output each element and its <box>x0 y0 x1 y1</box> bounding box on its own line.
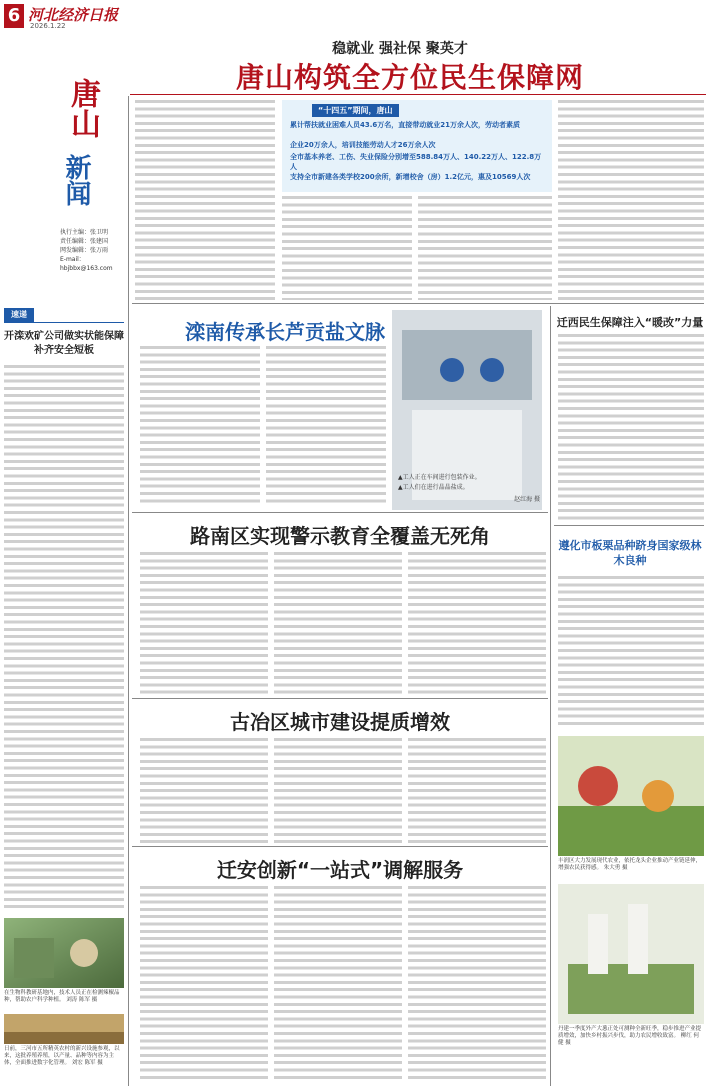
page-number-badge: 6 <box>4 4 24 28</box>
photo-p2-caption: 日前，三河市五所精英农村的新兴设施参观，以来，这批养殖养殖，以产量、品种等内容为主体，全面推进数字化管理。 刘宏 陈军 摄 <box>4 1046 120 1066</box>
quick-news-body <box>4 365 124 910</box>
photo-p1 <box>4 918 124 988</box>
story-s3-title: 古冶区城市建设提质增效 <box>230 710 450 734</box>
masthead <box>0 0 708 30</box>
story-s1-body <box>140 346 260 504</box>
banner-kicker: 稳就业 强社保 聚英才 <box>332 41 468 57</box>
photo-p2 <box>4 1014 124 1044</box>
photo-p3 <box>558 736 704 856</box>
photo-p4 <box>558 884 704 1024</box>
story-s1-title: 滦南传承长芦贡盐文脉 <box>185 320 385 344</box>
lead-story-col2 <box>282 196 412 300</box>
photo-p1-image <box>4 918 124 988</box>
editor-line: 执行主编：张卫明 <box>60 229 109 236</box>
story-s5-body <box>558 334 704 520</box>
section-label: 新闻 <box>61 154 91 206</box>
editor-line: 网发编辑：张万雨 <box>60 247 109 254</box>
section-label-box <box>2 58 122 308</box>
banner-title: 唐山构筑全方位民生保障网 <box>235 61 584 94</box>
story-s4-body3 <box>408 886 546 1082</box>
story-s6-body <box>558 576 704 728</box>
story-s2-body2 <box>274 552 402 696</box>
lead-story-col4 <box>558 100 704 300</box>
story-s3-body2 <box>274 738 402 844</box>
story-s4-title: 迁安创新“一站式”调解服务 <box>216 858 464 882</box>
stats-line: 全市基本养老、工伤、失业保险分别增至588.84万人、140.22万人、122.8万人 <box>290 153 542 171</box>
editor-line: E-mail：hbjbbx@163.com <box>60 256 113 272</box>
story-s2-body1 <box>140 552 268 696</box>
editor-box <box>60 228 124 273</box>
story-s3-body3 <box>408 738 546 844</box>
story-s6-title: 遵化市板栗品种跻身国家级林木良种 <box>558 539 702 567</box>
photo-p4-caption: 丹建一季度外产大葱正处可测种全新旺季，稳步推进产业提质增效，加快乡村振兴步伐，助力农民增收致富。 柳红 何健 摄 <box>558 1026 702 1046</box>
section-city: 唐山 <box>65 78 100 138</box>
issue-date: 2026.1.22 <box>30 22 66 30</box>
quick-news-title: 开滦欢矿公司做实状能保障 补齐安全短板 <box>4 331 124 356</box>
stats-subtitle: “十四五”期间，唐山 <box>312 104 399 117</box>
story-s1-body2 <box>266 346 386 504</box>
stats-line: 支持全市新建各类学校200余所，新增校舍（房）1.2亿元，惠及10569人次 <box>290 173 531 181</box>
story-s3-body1 <box>140 738 268 844</box>
photo-p3-caption: 丰润区大力发展现代农业，依托龙头企业推动产业链延伸，增强农民获得感。 朱大勇 摄 <box>558 858 702 871</box>
editor-line: 责任编辑：张建国 <box>60 238 109 245</box>
lead-story-col3 <box>418 196 552 300</box>
story-s1-byline: 赵红海 摄 <box>514 496 540 503</box>
stats-line: 累计帮扶就业困难人员43.6万名，直接带动就业21万余人次，劳动者素质 <box>290 121 521 129</box>
story-s1-caption: ▲工人正在车间进行包装作业。 <box>398 474 481 481</box>
story-s4-body2 <box>274 886 402 1082</box>
story-s5-title: 迁西民生保障注入“暖改”力量 <box>556 316 704 329</box>
photo-p4-image <box>558 884 704 1024</box>
photo-p3-image <box>558 736 704 856</box>
lead-story-col1 <box>135 100 275 300</box>
story-s2-title: 路南区实现警示教育全覆盖无死角 <box>190 524 490 548</box>
stats-line: 企业20万余人，培训技能劳动人才26万余人次 <box>290 141 436 149</box>
quick-news-label: 速递 <box>4 308 34 322</box>
story-s2-body3 <box>408 552 546 696</box>
story-s1-caption2: ▲工人们在进行晶晶盐成。 <box>398 484 469 491</box>
photo-p2-image <box>4 1014 124 1044</box>
photo-p1-caption: 在生物科教研基地内，技术人员正在检测辣椒品种，帮助农户科学种植。 刘涛 陈军 摄 <box>4 990 120 1003</box>
story-s4-body1 <box>140 886 268 1082</box>
paper-name: 河北经济日报 <box>28 6 119 24</box>
stats-box <box>282 100 552 192</box>
